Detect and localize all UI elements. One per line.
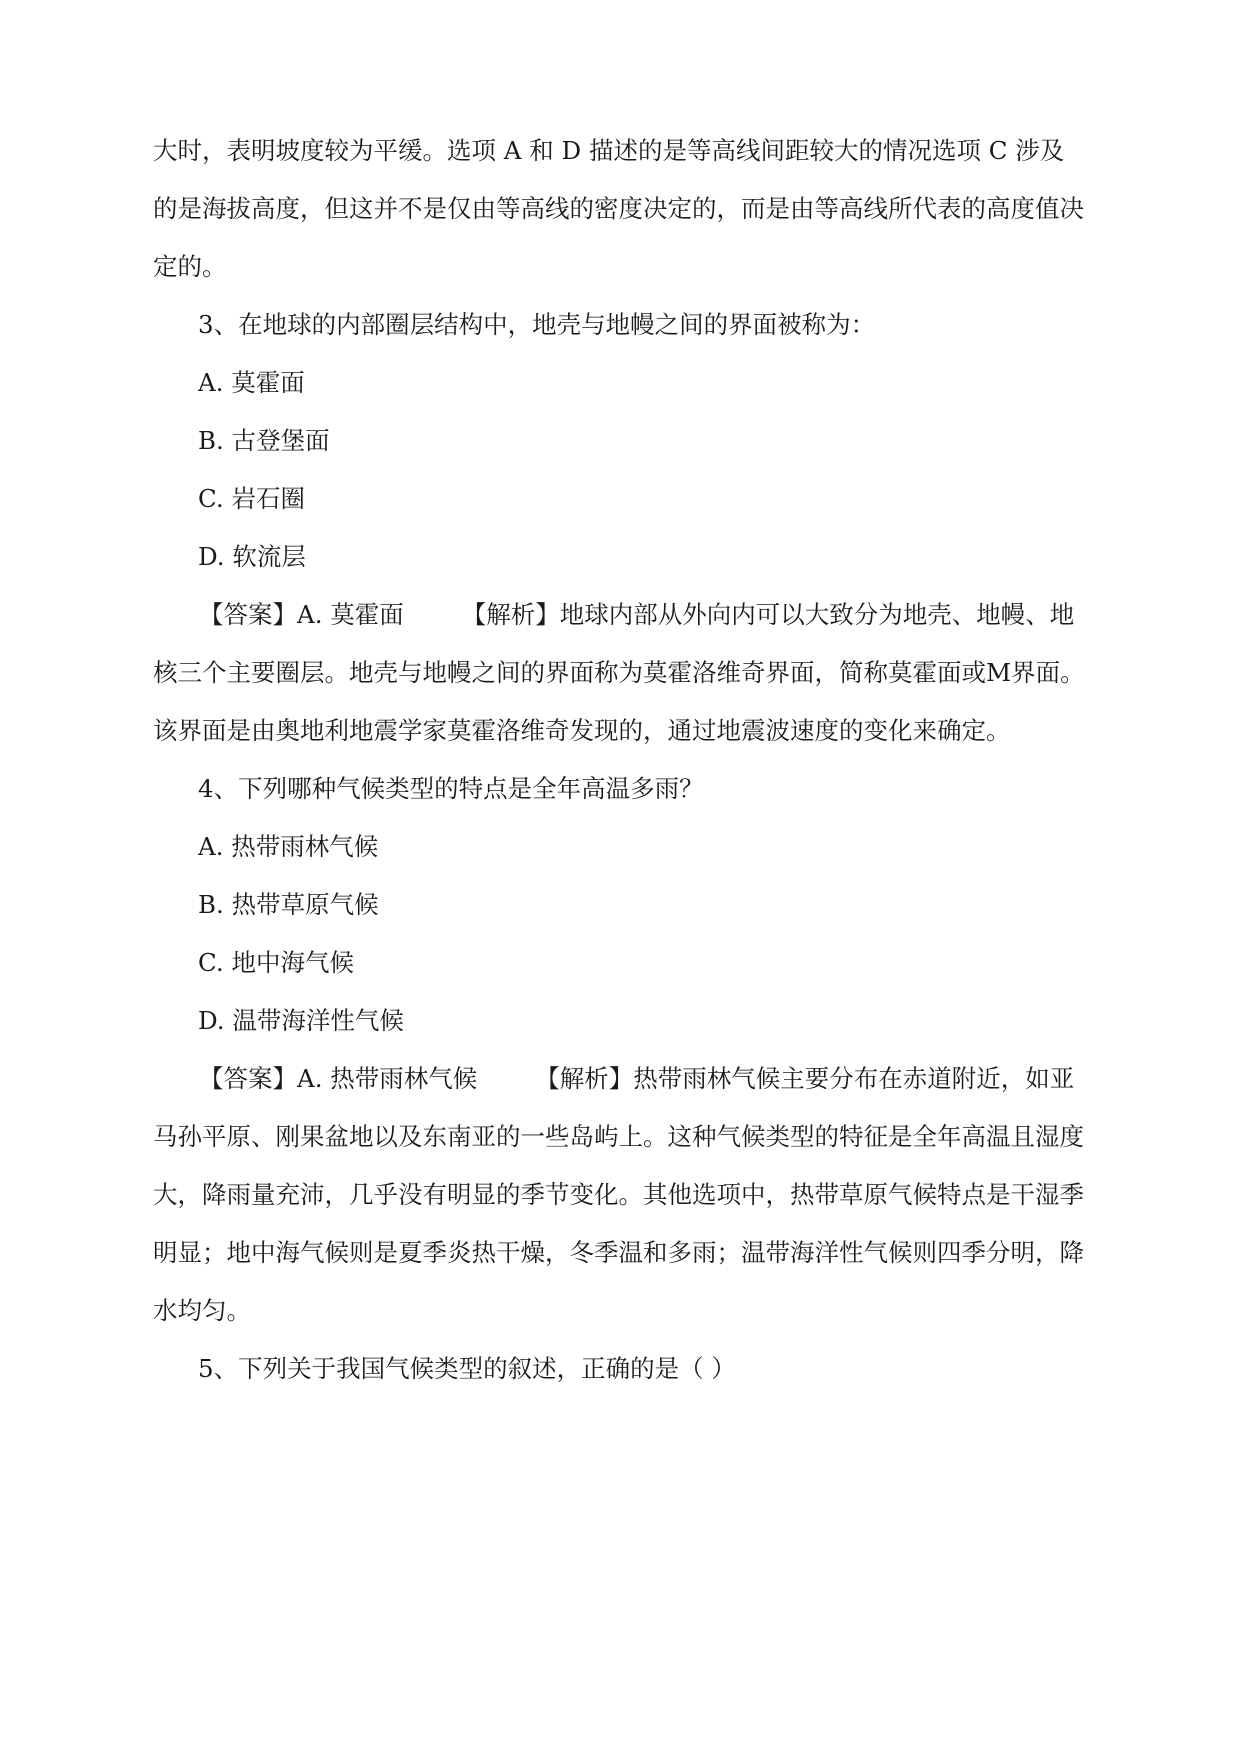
prev-explanation-line-1: 大时，表明坡度较为平缓。选项 A 和 D 描述的是等高线间距较大的情况选项 C 涉及: [153, 136, 1065, 165]
q4-option-d: D. 温带海洋性气候: [198, 1006, 404, 1035]
q4-answer-row: [199, 1063, 1139, 1095]
q4-explanation-line-4: 明显；地中海气候则是夏季炎热干燥，冬季温和多雨；温带海洋性气候则四季分明，降: [153, 1238, 1084, 1267]
q4-option-a: A. 热带雨林气候: [198, 832, 379, 861]
q3-option-d: D. 软流层: [198, 542, 306, 571]
prev-explanation-line-2: 的是海拔高度，但这并不是仅由等高线的密度决定的，而是由等高线所代表的高度值决: [153, 194, 1084, 223]
q3-explanation-line-2: 核三个主要圈层。地壳与地幔之间的界面称为莫霍洛维奇界面，简称莫霍面或M界面。: [153, 658, 1085, 687]
q4-answer: 【答案】A. 热带雨林气候: [199, 1064, 478, 1093]
q4-explanation-line-2: 马孙平原、刚果盆地以及东南亚的一些岛屿上。这种气候类型的特征是全年高温且湿度: [153, 1122, 1084, 1151]
question-4: 4、下列哪种气候类型的特点是全年高温多雨？: [198, 774, 704, 803]
q4-explanation-line-3: 大，降雨量充沛，几乎没有明显的季节变化。其他选项中，热带草原气候特点是干湿季: [153, 1180, 1084, 1209]
q4-option-b: B. 热带草原气候: [198, 890, 379, 919]
q3-option-b: B. 古登堡面: [198, 426, 330, 455]
question-3: 3、在地球的内部圈层结构中，地壳与地幔之间的界面被称为：: [198, 310, 876, 339]
question-5: 5、下列关于我国气候类型的叙述，正确的是（ ）: [198, 1354, 736, 1383]
prev-explanation-line-3: 定的。: [153, 252, 227, 281]
q3-answer-row: [199, 599, 1139, 631]
q3-explanation-line-1: 【解析】地球内部从外向内可以大致分为地壳、地幔、地: [461, 600, 1075, 629]
q3-answer: 【答案】A. 莫霍面: [199, 600, 404, 629]
q4-option-c: C. 地中海气候: [198, 948, 354, 977]
q3-option-c: C. 岩石圈: [198, 484, 305, 513]
q4-explanation-line-5: 水均匀。: [153, 1296, 251, 1325]
q4-explanation-line-1: 【解析】热带雨林气候主要分布在赤道附近，如亚: [535, 1064, 1075, 1093]
q3-option-a: A. 莫霍面: [198, 368, 305, 397]
q3-explanation-line-3: 该界面是由奥地利地震学家莫霍洛维奇发现的，通过地震波速度的变化来确定。: [153, 716, 1011, 745]
